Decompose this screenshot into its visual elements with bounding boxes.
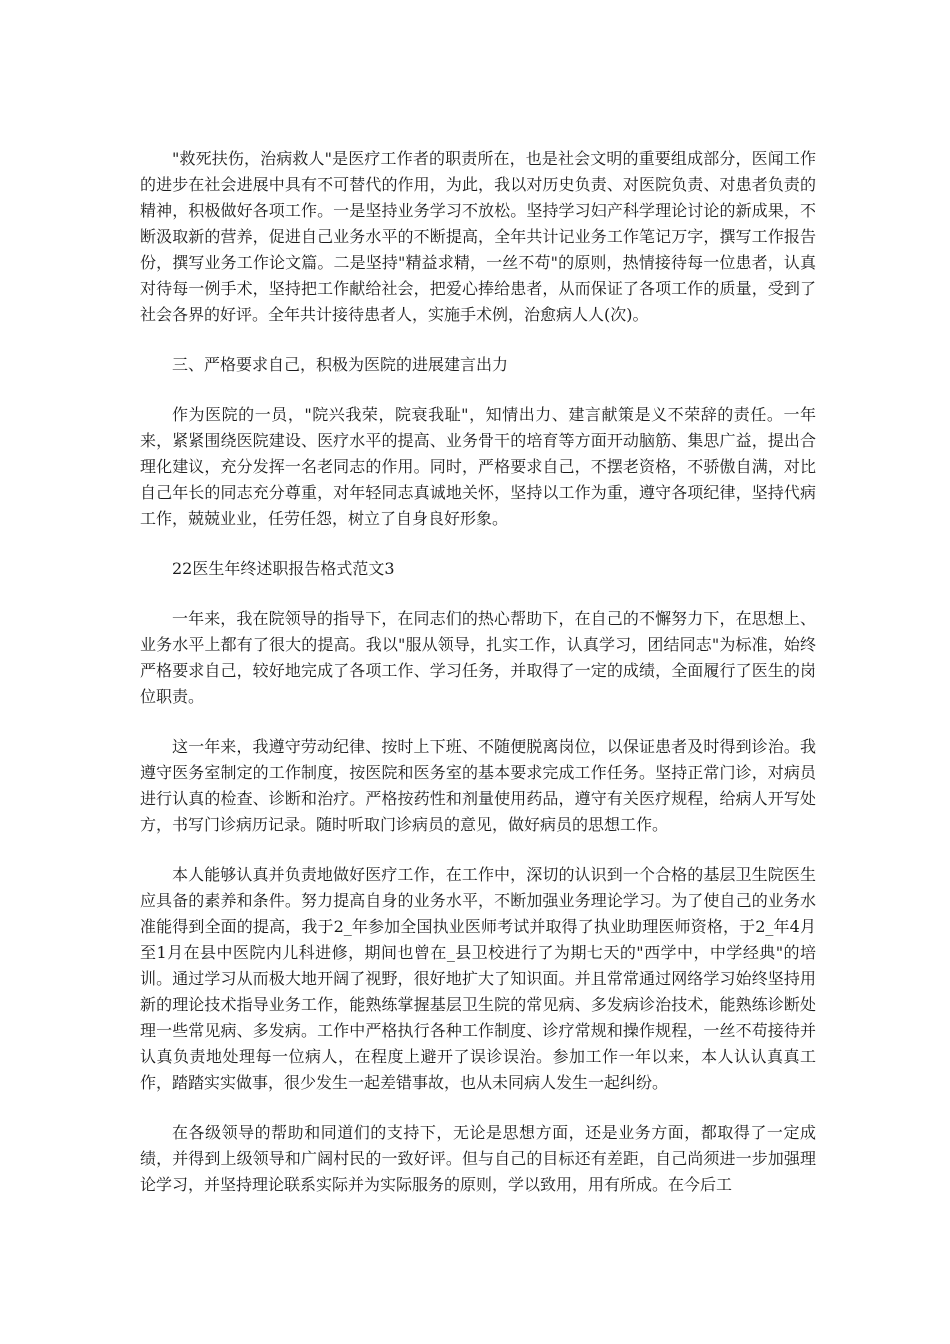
paragraph-discipline: 这一年来，我遵守劳动纪律、按时上下班、不随便脱离岗位，以保证患者及时得到诊治。我遵守医务室制定的工作制度，按医院和医务室的基本要求完成工作任务。坚持正常门诊，对病员进行认真的检查、诊断和治疗。严格按药性和剂量使用药品，遵守有关医疗规程，给病人开写处方，书写门诊病历记录。随时听取门诊病员的意见，做好病员的思想工作。: [140, 737, 816, 834]
paragraph-year-review: 一年来，我在院领导的指导下，在同志们的热心帮助下，在自己的不懈努力下，在思想上、业务水平上都有了很大的提高。我以"服从领导，扎实工作，认真学习，团结同志"为标准，始终严格要求自己，较好地完成了各项工作、学习任务，并取得了一定的成绩，全面履行了医生的岗位职责。: [140, 609, 816, 706]
paragraph-duties: "救死扶伤，治病救人"是医疗工作者的职责所在，也是社会文明的重要组成部分，医闻工作的进步在社会进展中具有不可替代的作用，为此，我以对历史负责、对医院负责、对患者负责的精神，积极做好各项工作。一是坚持业务学习不放松。坚持学习妇产科学理论讨论的新成果，不断汲取新的营养，促进自己业务水平的不断提高，全年共计记业务工作笔记万字，撰写工作报告份，撰写业务工作论文篇。二是坚持"精益求精，一丝不苟"的原则，热情接待每一位患者，认真对待每一例手术，坚持把工作献给社会，把爱心捧给患者，从而保证了各项工作的质量，受到了社会各界的好评。全年共计接待患者人，实施手术例，治愈病人人(次)。: [140, 149, 816, 324]
document-body: [140, 146, 816, 1222]
section-heading-sample-3: 22医生年终述职报告格式范文3: [172, 559, 395, 578]
paragraph-achievements: 在各级领导的帮助和同道们的支持下，无论是思想方面，还是业务方面，都取得了一定成绩，并得到上级领导和广阔村民的一致好评。但与自己的目标还有差距，自己尚须进一步加强理论学习，并坚持理论联系实际并为实际服务的原则，学以致用，用有所成。在今后工: [140, 1123, 816, 1194]
paragraph-hospital-member: 作为医院的一员，"院兴我荣，院衰我耻"，知情出力、建言献策是义不荣辞的责任。一年来，紧紧围绕医院建设、医疗水平的提高、业务骨干的培育等方面开动脑筋、集思广益，提出合理化建议，充分发挥一名老同志的作用。同时，严格要求自己，不摆老资格，不骄傲自满，对比自己年长的同志充分尊重，对年轻同志真诚地关怀，坚持以工作为重，遵守各项纪律，坚持代病工作，兢兢业业，任劳任怨，树立了自身良好形象。: [140, 405, 816, 528]
paragraph-medical-work: 本人能够认真并负责地做好医疗工作，在工作中，深切的认识到一个合格的基层卫生院医生应具备的素养和条件。努力提高自身的业务水平，不断加强业务理论学习。为了使自己的业务水准能得到全面的提高，我于2_年参加全国执业医师考试并取得了执业助理医师资格，于2_年4月至1月在县中医院内儿科进修，期间也曾在_县卫校进行了为期七天的"西学中，中学经典"的培训。通过学习从而极大地开阔了视野，很好地扩大了知识面。并且常常通过网络学习始终坚持用新的理论技术指导业务工作，能熟练掌握基层卫生院的常见病、多发病诊治技术，能熟练诊断处理一些常见病、多发病。工作中严格执行各种工作制度、诊疗常规和操作规程，一丝不苟接待并认真负责地处理每一位病人，在程度上避开了误诊误治。参加工作一年以来，本人认认真真工作，踏踏实实做事，很少发生一起差错事故，也从未同病人发生一起纠纷。: [140, 865, 816, 1092]
section-heading-three: 三、严格要求自己，积极为医院的进展建言出力: [172, 355, 509, 374]
